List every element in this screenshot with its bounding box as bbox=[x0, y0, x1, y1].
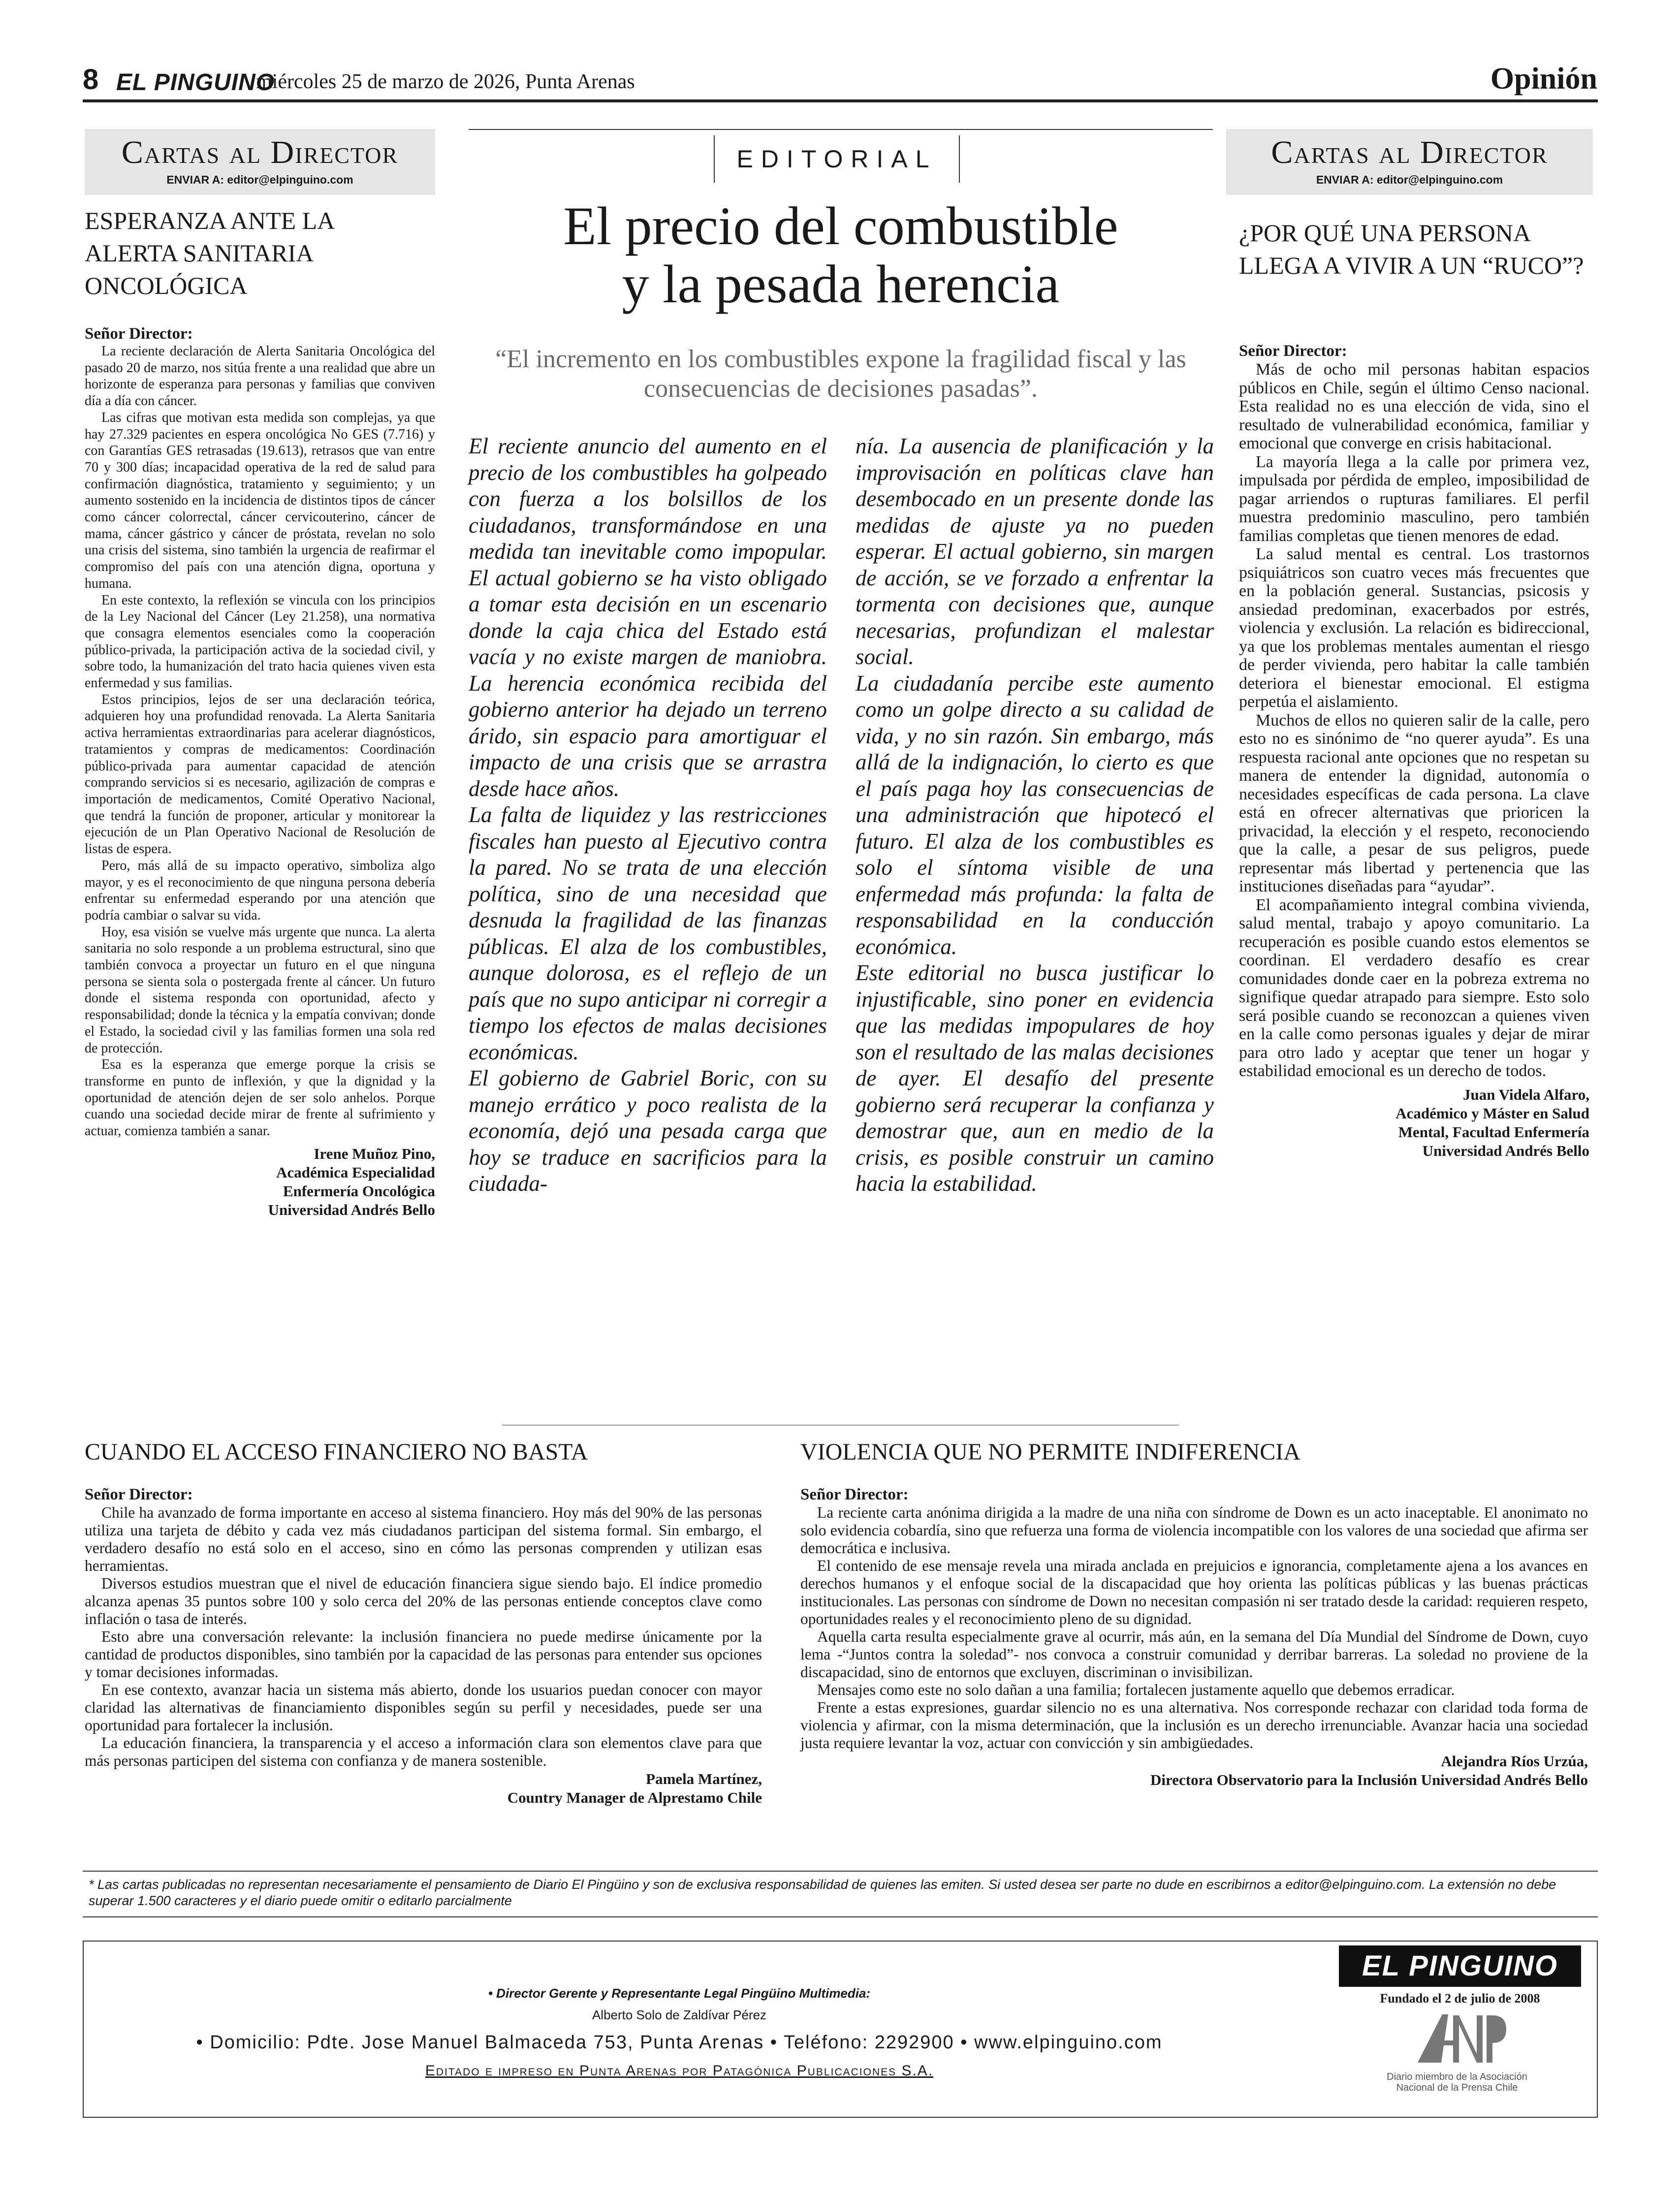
paragraph: En este contexto, la reflexión se vincula con los principios de la Ley Nacional del Cáncer (Ley 21.258), una normativa que consagra elementos esenciales como la cooperación público-privada, la participación activa de la sociedad civil, y sobre todo, la humanización del trato hacia quienes viven esta enfermedad y sus familias. bbox=[85, 592, 435, 691]
letter-body bbox=[85, 1504, 762, 1770]
paragraph: La salud mental es central. Los trastornos psiquiátricos son cuatro veces más frecuentes que en la población general. Sustancias, psicosis y ansiedad predominan, exacerbados por estrés, violencia y exclusión. La relación es bidireccional, ya que los problemas mentales aumentan el riesgo de perder vivienda, pero habitar la calle también deteriora el bienestar emocional. El estigma perpetúa el aislamiento. bbox=[1239, 545, 1589, 711]
masthead-brand: EL PINGUINO bbox=[116, 69, 275, 96]
signature-line: Enfermería Oncológica bbox=[283, 1182, 435, 1200]
paragraph: Esto abre una conversación relevante: la inclusión financiera no puede medirse únicamente por la cantidad de productos disponibles, sino también por la capacidad de las personas para entender sus opciones y tomar decisiones informadas. bbox=[85, 1628, 762, 1681]
letter-bottom-right bbox=[800, 1486, 1588, 1789]
header-rule bbox=[83, 99, 1598, 102]
editorial-label: EDITORIAL bbox=[714, 135, 960, 183]
editorial-rule-bottom bbox=[502, 1425, 1179, 1426]
paragraph: La educación financiera, la transparencia y el acceso a información clara son elementos clave para que más personas participen del sistema con confianza y de manera sostenible. bbox=[85, 1734, 762, 1769]
footer-director-name: Alberto Solo de Zaldívar Pérez bbox=[592, 2007, 767, 2022]
page-number: 8 bbox=[83, 64, 99, 96]
letter-headline: ¿POR QUÉ UNA PERSONA LLEGA A VIVIR A UN “RUCO”? bbox=[1239, 219, 1584, 279]
editorial-title-line: y la pesada herencia bbox=[622, 254, 1060, 314]
salutation: Señor Director: bbox=[85, 1486, 193, 1503]
signature-line: Pamela Martínez, bbox=[646, 1770, 762, 1787]
signature-line: Universidad Andrés Bello bbox=[1422, 1142, 1589, 1159]
paragraph: La mayoría llega a la calle por primera vez, impulsada por pérdida de empleo, imposibilidad de pagar arriendos o rupturas familiares. El perfil muestra predominio masculino, pero también familias completas que tienen menores de edad. bbox=[1239, 452, 1589, 545]
paragraph: La ciudadanía percibe este aumento como un golpe directo a su calidad de vida, y no sin razón. Sin embargo, más allá de la indignación, lo cierto es que el país paga hoy las consecuencias de una administración que hipotecó el futuro. El alza de los combustibles es solo el síntoma visible de una enfermedad más profunda: la falta de responsabilidad en la conducción económica. bbox=[856, 670, 1214, 959]
footer-director-title: • Director Gerente y Representante Legal Pingüino Multimedia: bbox=[488, 1986, 871, 2001]
signature bbox=[800, 1752, 1588, 1789]
paragraph: Mensajes como este no solo dañan a una familia; fortalecen justamente aquello que debemos erradicar. bbox=[817, 1681, 1455, 1698]
footer-logo: EL PINGUINO bbox=[1339, 1945, 1581, 1987]
editorial-title bbox=[469, 197, 1213, 313]
signature bbox=[85, 1145, 435, 1219]
editorial-column-2 bbox=[856, 433, 1214, 1197]
section-title: Opinión bbox=[1490, 62, 1597, 96]
salutation: Señor Director: bbox=[800, 1486, 909, 1503]
footer-address: • Domicilio: Pdte. Jose Manuel Balmaceda 753, Punta Arenas • Teléfono: 2292900 • www.elpinguino.com bbox=[196, 2032, 1163, 2053]
paragraph: Las cifras que motivan esta medida son complejas, ya que hay 27.329 pacientes en espera oncológica No GES (7.716) y con Garantías GES retrasadas (19.613), retrasos que van entre 70 y 300 días; incapacidad operativa de la red de salud para confirmación diagnóstica, tratamiento y seguimiento; y un aumento sostenido en la incidencia de distintos tipos de cáncer como cáncer colorrectal, cáncer cervicouterino, cáncer de mama, cáncer gástrico y cáncer de próstata, revelan no solo una crisis del sistema, sino también la urgencia de reafirmar el compromiso del país con una atención digna, oportuna y humana. bbox=[85, 410, 435, 591]
paragraph: El acompañamiento integral combina vivienda, salud mental, trabajo y apoyo comunitario. La recuperación es posible cuando estos elementos se coordinan. El verdadero desafío es crear comunidades donde caer en la pobreza extrema no signifique quedar atrapado para siempre. Esto solo será posible cuando se reconozcan a quienes viven en la calle como personas iguales y dejar de mirar para otro lado y aceptar que tener un hogar y estabilidad emocional es un derecho de todos. bbox=[1239, 895, 1589, 1080]
signature-line: Irene Muñoz Pino, bbox=[314, 1145, 435, 1162]
salutation: Señor Director: bbox=[85, 325, 193, 343]
signature-line: Mental, Facultad Enfermería bbox=[1398, 1123, 1589, 1141]
paragraph: El contenido de ese mensaje revela una mirada anclada en prejuicios e ignorancia, completamente ajena a los avances en derechos humanos y el enfoque social de la discapacidad que hoy orienta las políticas públicas y las buenas prácticas institucionales. Las personas con síndrome de Down no necesitan compasión ni ser tratado desde la caridad: requieren respeto, oportunidades reales y el reconocimiento pleno de su dignidad. bbox=[800, 1557, 1588, 1627]
cartas-email: ENVIAR A: editor@elpinguino.com bbox=[1316, 173, 1503, 186]
signature-line: Alejandra Ríos Urzúa, bbox=[1441, 1752, 1588, 1770]
letter-headline: ESPERANZA ANTE LA ALERTA SANITARIA ONCOLÓGICA bbox=[85, 207, 334, 299]
paragraph: Este editorial no busca justificar lo injustificable, sino poner en evidencia que las medidas impopulares de hoy son el resultado de las malas decisiones de ayer. El desafío del presente gobierno será recuperar la confianza y demostrar que, aun en medio de la crisis, es posible construir un camino hacia la estabilidad. bbox=[856, 960, 1214, 1196]
disclaimer: * Las cartas publicadas no representan necesariamente el pensamiento de Diario El Pingüino y son de exclusiva responsabilidad de quienes las emiten. Si usted desea ser parte no dude en escribirnos a editor@elpinguino.com. La extensión no debe superar 1.500 caracteres y el diario puede omitir o editarlo parcialmente bbox=[89, 1877, 1556, 1908]
paragraph: Diversos estudios muestran que el nivel de educación financiera sigue siendo bajo. El índice promedio alcanza apenas 35 puntos sobre 100 y solo cerca del 20% de las personas entiende conceptos clave como inflación o tasa de interés. bbox=[85, 1575, 762, 1627]
editorial-title-line: El precio del combustible bbox=[563, 196, 1118, 256]
salutation: Señor Director: bbox=[1239, 342, 1347, 360]
paragraph: El gobierno de Gabriel Boric, con su manejo errático y poco realista de la economía, dejó una pesada carga que hoy se traduce en sacrificios para la ciudada- bbox=[469, 1066, 827, 1196]
anp-caption-line: Nacional de la Prensa Chile bbox=[1396, 2082, 1518, 2093]
letter-body bbox=[800, 1504, 1588, 1752]
paragraph: La reciente carta anónima dirigida a la madre de una niña con síndrome de Down es un acto inaceptable. El anonimato no solo evidencia cobardía, sino que refuerza una forma de violencia incompatible con los valores de una sociedad que afirma ser democrática e inclusiva. bbox=[800, 1504, 1588, 1557]
paragraph: Hoy, esa visión se vuelve más urgente que nunca. La alerta sanitaria no solo responde a un problema estructural, sino que también convoca a proyectar un futuro en el que ninguna persona se sienta sola o postergada frente al cáncer. Un futuro donde el sistema responda con oportunidad, afecto y responsabilidad; donde la técnica y la empatía convivan; donde el Estado, la sociedad civil y las familias formen una sola red de protección. bbox=[85, 924, 435, 1056]
anp-caption bbox=[1354, 2071, 1560, 2093]
letter-body bbox=[85, 343, 435, 1140]
signature-line: Universidad Andrés Bello bbox=[268, 1201, 435, 1218]
paragraph: Esa es la esperanza que emerge porque la crisis se transforme en punto de inflexión, y que la dignidad y la oportunidad de atención dejen de ser solo anhelos. Porque cuando una sociedad decide mirar de frente al sufrimiento y actuar, comienza también a sanar. bbox=[85, 1057, 435, 1139]
footer-founded: Fundado el 2 de julio de 2008 bbox=[1380, 1991, 1540, 2006]
cartas-box-right bbox=[1226, 129, 1593, 195]
paragraph: La falta de liquidez y las restricciones fiscales han puesto al Ejecutivo contra la pared. No se trata de una elección política, sino de una necesidad que desnuda la fragilidad de las finanzas públicas. El alza de los combustibles, aunque dolorosa, es el reflejo de un país que no supo anticipar ni corregir a tiempo los efectos de malas decisiones económicas. bbox=[469, 802, 827, 1064]
letter-body bbox=[1239, 360, 1589, 1081]
letter-right bbox=[1239, 342, 1589, 1160]
cartas-title: Cartas al Director bbox=[1271, 134, 1548, 170]
anp-logo-icon bbox=[1408, 2008, 1506, 2068]
disclaimer-rule-bottom bbox=[83, 1916, 1598, 1917]
signature-line: Directora Observatorio para la Inclusión Universidad Andrés Bello bbox=[1150, 1771, 1588, 1788]
paragraph: Estos principios, lejos de ser una declaración teórica, adquieren hoy una profundidad renovada. La Alerta Sanitaria activa herramientas extraordinarias para acelerar diagnósticos, tratamientos y compras de medicamentos: Coordinación público-privada para aumentar capacidad de atención comprando servicios si es necesario, agilización de compras e importación de medicamentos, Comité Operativo Nacional, que tendrá la función de proponer, articular y monitorear la ejecución de un Plan Operativo Nacional de Resolución de listas de espera. bbox=[85, 692, 435, 857]
paragraph: El reciente anuncio del aumento en el precio de los combustibles ha golpeado con fuerza a los bolsillos de los ciudadanos, transformándose en una medida tan inevitable como impopular. El actual gobierno se ha visto obligado a tomar esta decisión en un escenario donde la caja chica del Estado está vacía y no existe margen de maniobra. La herencia económica recibida del gobierno anterior ha dejado un terreno árido, sin espacio para amortiguar el impacto de una crisis que se arrastra desde hace años. bbox=[469, 434, 827, 801]
letter-headline: CUANDO EL ACCESO FINANCIERO NO BASTA bbox=[85, 1439, 588, 1465]
paragraph: En ese contexto, avanzar hacia un sistema más abierto, donde los usuarios puedan conocer con mayor claridad las alternativas de financiamiento disponibles según su perfil y necesidades, puede ser una oportunidad para fortalecer la inclusión. bbox=[85, 1681, 762, 1734]
paragraph: Muchos de ellos no quieren salir de la calle, pero esto no es sinónimo de “no querer ayuda”. Es una respuesta racional ante opciones que no respetan su manera de entender la dignidad, autonomía o necesidades específicas de cada persona. La clave está en ofrecer alternativas que prioricen la privacidad, la elección y el respeto, reconociendo que la calle, a pesar de sus peligros, puede representar más libertad y pertenencia que las instituciones diseñadas para “ayudar”. bbox=[1239, 711, 1589, 895]
paragraph: Chile ha avanzado de forma importante en acceso al sistema financiero. Hoy más del 90% de las personas utiliza una tarjeta de débito y cada vez más ciudadanos participan del sistema formal. Sin embargo, el verdadero desafío no está solo en el acceso, sino en cómo las personas comprenden y utilizan esas herramientas. bbox=[85, 1504, 762, 1574]
anp-caption-line: Diario miembro de la Asociación bbox=[1387, 2071, 1527, 2082]
header-date: miércoles 25 de marzo de 2026, Punta Arenas bbox=[256, 70, 635, 93]
signature-line: Country Manager de Alprestamo Chile bbox=[507, 1789, 762, 1806]
letter-left bbox=[85, 325, 435, 1219]
signature-line: Académica Especialidad bbox=[276, 1163, 435, 1181]
editorial-lead: “El incremento en los combustibles expone la fragilidad fiscal y las consecuencias de decisiones pasadas”. bbox=[495, 345, 1186, 403]
paragraph: Aquella carta resulta especialmente grave al ocurrir, más aún, en la semana del Día Mundial del Síndrome de Down, cuyo lema -“Juntos contra la soledad”- nos convoca a construir comunidad y derribar barreras. La soledad no proviene de la discapacidad, sino de entornos que excluyen, discriminan o invisibilizan. bbox=[800, 1628, 1588, 1681]
editorial-rule-top bbox=[469, 129, 1213, 130]
paragraph: nía. La ausencia de planificación y la improvisación en políticas clave han desembocado en un presente donde las medidas de ajuste ya no pueden esperar. El actual gobierno, sin margen de acción, se ve forzado a enfrentar la tormenta con decisiones que, aunque necesarias, profundizan el malestar social. bbox=[856, 434, 1214, 669]
cartas-title: Cartas al Director bbox=[121, 134, 399, 170]
letter-bottom-left bbox=[85, 1486, 762, 1807]
paragraph: Más de ocho mil personas habitan espacios públicos en Chile, según el último Censo nacional. Esta realidad no es una elección de vida, sino el resultado de vulnerabilidad económica, familiar y emocional que converge en crisis habitacional. bbox=[1239, 360, 1589, 452]
footer-printed: Editado e impreso en Punta Arenas por Patagónica Publicaciones S.A. bbox=[425, 2063, 934, 2079]
cartas-email: ENVIAR A: editor@elpinguino.com bbox=[166, 173, 353, 186]
letter-headline: VIOLENCIA QUE NO PERMITE INDIFERENCIA bbox=[800, 1439, 1300, 1465]
signature-line: Académico y Máster en Salud bbox=[1395, 1104, 1589, 1122]
paragraph: Pero, más allá de su impacto operativo, simboliza algo mayor, y es el reconocimiento de que ninguna persona debería enfrentar su enfermedad esperando por una atención que podría cambiar o salvar su vida. bbox=[85, 858, 435, 923]
signature-line: Juan Videla Alfaro, bbox=[1463, 1085, 1589, 1103]
paragraph: La reciente declaración de Alerta Sanitaria Oncológica del pasado 20 de marzo, nos sitúa frente a una realidad que abre un horizonte de esperanza para personas y familias que conviven día a día con cáncer. bbox=[85, 344, 435, 409]
signature bbox=[85, 1770, 762, 1807]
editorial-column-1 bbox=[469, 433, 827, 1197]
paragraph: Frente a estas expresiones, guardar silencio no es una alternativa. Nos corresponde rechazar con claridad toda forma de violencia y afirmar, con la misma determinación, que la inclusión es un derecho irrenunciable. Avanzar hacia una sociedad justa requiere levantar la voz, actuar con convicción y sin ambigüedades. bbox=[800, 1699, 1588, 1752]
cartas-box-left bbox=[85, 129, 435, 195]
signature bbox=[1239, 1085, 1589, 1160]
disclaimer-rule-top bbox=[83, 1871, 1598, 1872]
